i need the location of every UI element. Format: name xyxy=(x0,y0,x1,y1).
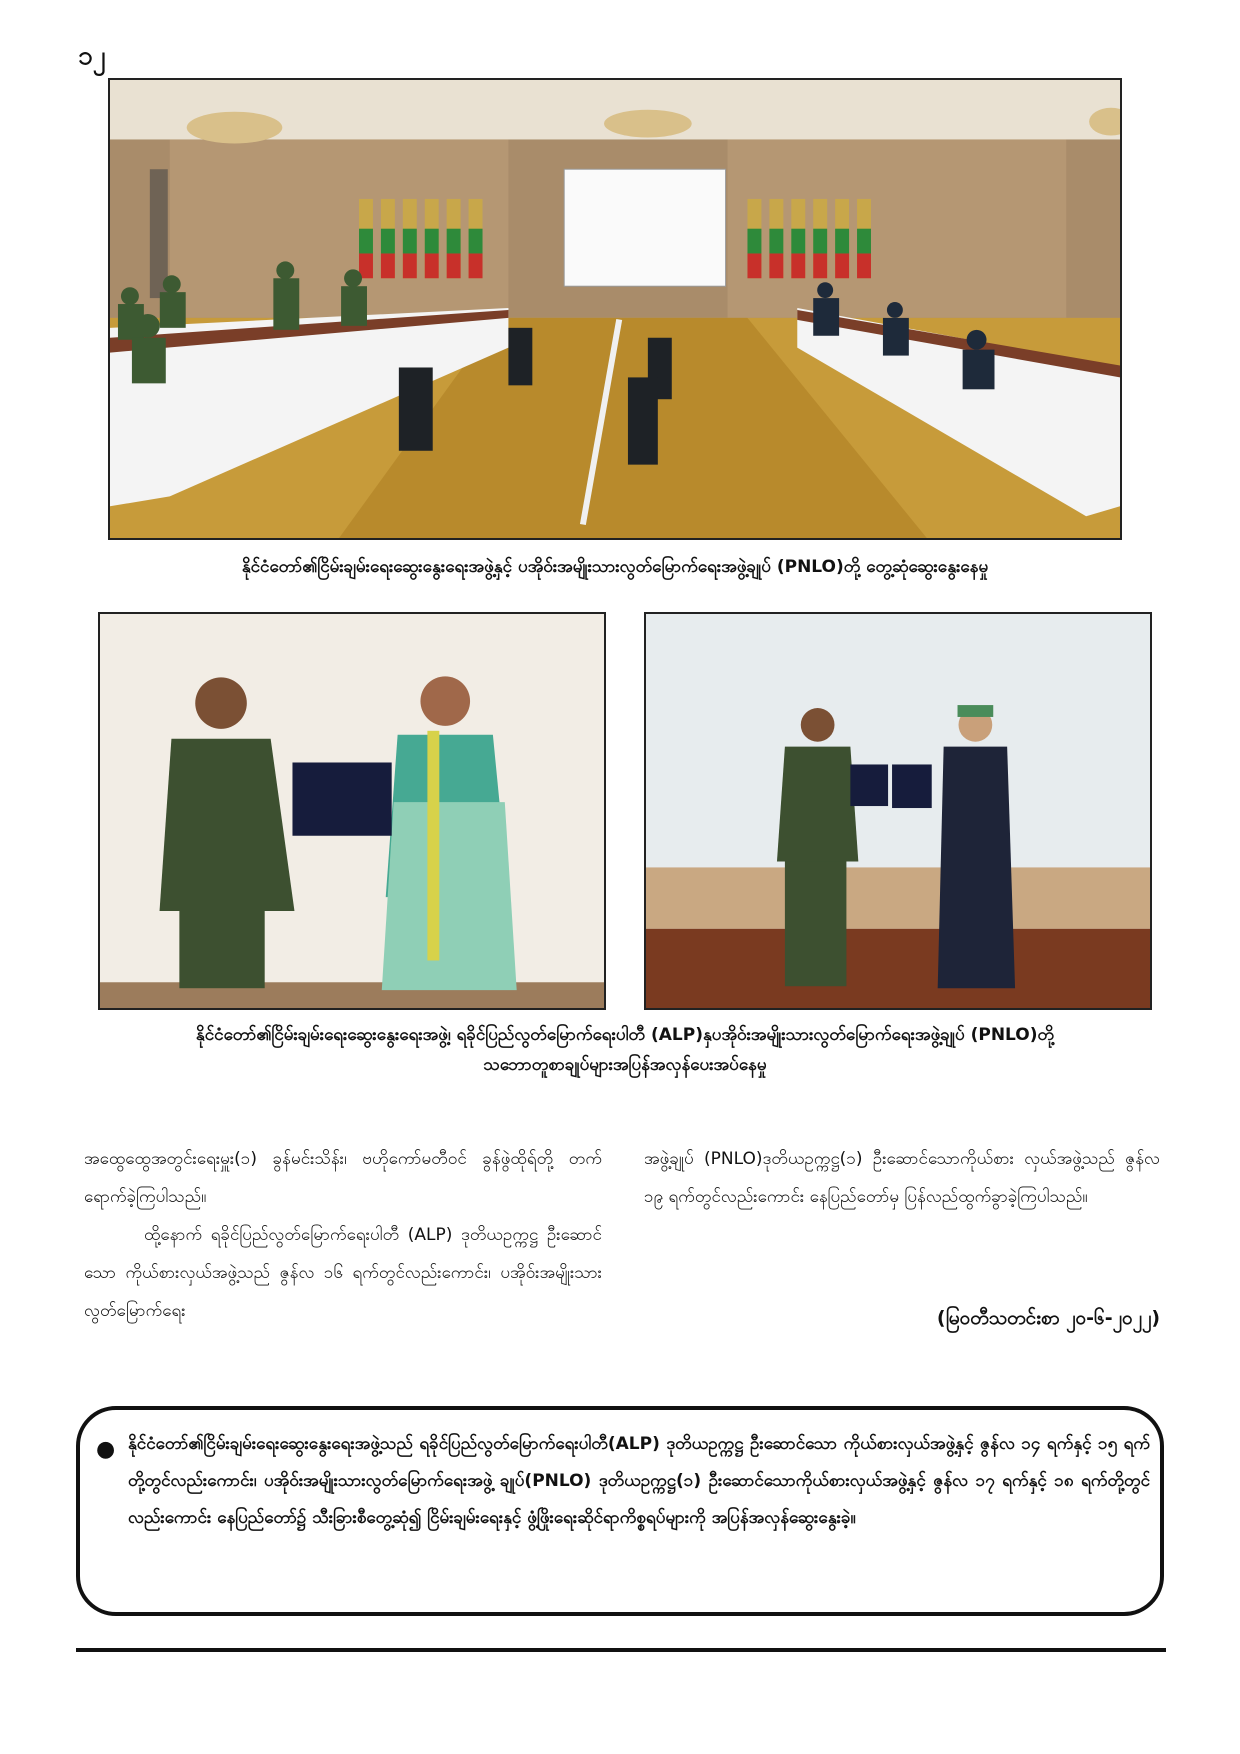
article-right-column xyxy=(644,1140,1160,1216)
article-left-paragraph-1: အထွေထွေအတွင်းရေးမှူး(၁) ခွန်မင်းသိန်း၊ ဗဟိုကော်မတီဝင် ခွန်ဖွဲထိုရ်တို့ တက်ရောက်ခဲ့ကြပါသည်။ xyxy=(84,1149,602,1207)
bottom-rule xyxy=(76,1648,1166,1652)
meeting-room-photo xyxy=(108,78,1122,540)
handover-photo-alp xyxy=(98,612,606,1010)
pair-caption-line-1: နိုင်ငံတော်၏ငြိမ်းချမ်းရေးဆွေးနွေးရေးအဖွဲ့၊ ရခိုင်ပြည်လွတ်မြောက်ရေးပါတီ (ALP)နှပအိုဝ်းအမျိုးသားလွတ်မြောက်ရေးအဖွဲ့ချုပ် (PNLO)တို့ xyxy=(195,1025,1055,1045)
top-photo-caption: နိုင်ငံတော်၏ငြိမ်းချမ်းရေးဆွေးနွေးရေးအဖွဲ့နှင့် ပအိုဝ်းအမျိုးသားလွတ်မြောက်ရေးအဖွဲ့ချုပ် (PNLO)တို့ တွေ့ဆုံဆွေးနွေးနေမှု xyxy=(241,557,989,577)
pair-caption-line-2: သဘောတူစာချုပ်များအပြန်အလှန်ပေးအပ်နေမှု xyxy=(483,1055,767,1075)
summary-text: နိုင်ငံတော်၏ငြိမ်းချမ်းရေးဆွေးနွေးရေးအဖွဲ့သည် ရခိုင်ပြည်လွတ်မြောက်ရေးပါတီ(ALP) ဒုတိယဥက္ကဋ္ဌ ဦးဆောင်သော ကိုယ်စားလှယ်အဖွဲ့နှင့် ဇွန်လ ၁၄ ရက်နှင့် ၁၅ ရက်တို့တွင်လည်းကောင်း၊ ပအိုဝ်းအမျိုးသားလွတ်မြောက်ရေးအဖွဲ့ ချုပ်(PNLO) ဒုတိယဥက္ကဋ္ဌ(၁) ဦးဆောင်သောကိုယ်စားလှယ်အဖွဲ့နှင့် ဇွန်လ ၁၇ ရက်နှင့် ၁၈ ရက်တို့တွင်လည်းကောင်း နေပြည်တော်၌ သီးခြားစီတွေ့ဆုံ၍ ငြိမ်းချမ်းရေးနှင့် ဖွံ့ဖြိုးရေးဆိုင်ရာကိစ္စရပ်များကို အပြန်အလှန်ဆွေးနွေးခဲ့။ xyxy=(128,1434,1150,1528)
summary-bullet-icon: ● xyxy=(96,1437,116,1462)
page-number: ၁၂ xyxy=(78,41,106,71)
article-left-column xyxy=(84,1140,602,1330)
article-left-paragraph-2: ထို့နောက် ရခိုင်ပြည်လွတ်မြောက်ရေးပါတီ (ALP) ဒုတိယဥက္ကဋ္ဌ ဦးဆောင်သော ကိုယ်စားလှယ်အဖွဲ့သည် ဇွန်လ ၁၆ ရက်တွင်လည်းကောင်း၊ ပအိုဝ်းအမျိုးသားလွတ်မြောက်ရေး xyxy=(84,1225,602,1321)
article-source: (မြဝတီသတင်းစာ ၂၀-၆-၂၀၂၂) xyxy=(936,1307,1160,1329)
handover-photo-pnlo xyxy=(644,612,1152,1010)
article-right-paragraph-1: အဖွဲ့ချုပ် (PNLO)ဒုတိယဥက္ကဋ္ဌ(၁) ဦးဆောင်သောကိုယ်စား လှယ်အဖွဲ့သည် ဇွန်လ ၁၉ ရက်တွင်လည်းကောင်း နေပြည်တော်မှ ပြန်လည်ထွက်ခွာခဲ့ကြပါသည်။ xyxy=(644,1149,1160,1207)
